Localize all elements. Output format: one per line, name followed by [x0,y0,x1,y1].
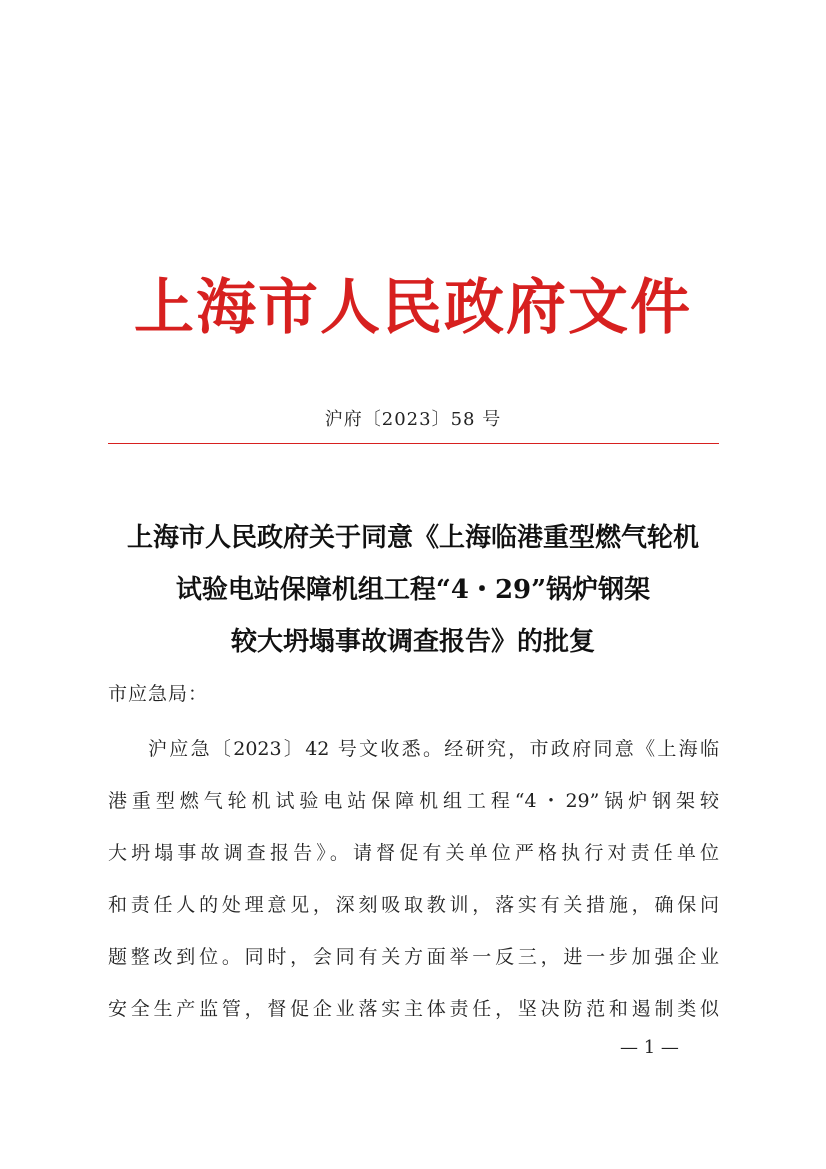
addressee: 市应急局： [108,683,209,705]
masthead-title: 上海市人民政府文件 [134,273,692,343]
body-line: 大坍塌事故调查报告》。请督促有关单位严格执行对责任单位 [108,842,719,864]
body-line: 和责任人的处理意见，深刻吸取教训，落实有关措施，确保问 [108,894,719,916]
body-line: 安全生产监管，督促企业落实主体责任，坚决防范和遏制类似 [108,998,719,1020]
body-line: 港重型燃气轮机试验电站保障机组工程“4・29”锅炉钢架较 [108,790,719,812]
document-number: 沪府〔2023〕58 号 [324,409,502,430]
body-line: 题整改到位。同时，会同有关方面举一反三，进一步加强企业 [108,946,719,968]
red-separator-line [108,443,719,444]
document-title [100,512,726,668]
title-line: 较大坍塌事故调查报告》的批复 [230,627,595,657]
title-line: 试验电站保障机组工程“4・29”锅炉钢架 [175,575,651,605]
body-line: 沪应急〔2023〕42 号文收悉。经研究，市政府同意《上海临 [148,738,719,760]
body-text [108,727,719,1039]
title-line: 上海市人民政府关于同意《上海临港重型燃气轮机 [126,523,699,553]
page-number: — 1 — [620,1037,679,1058]
